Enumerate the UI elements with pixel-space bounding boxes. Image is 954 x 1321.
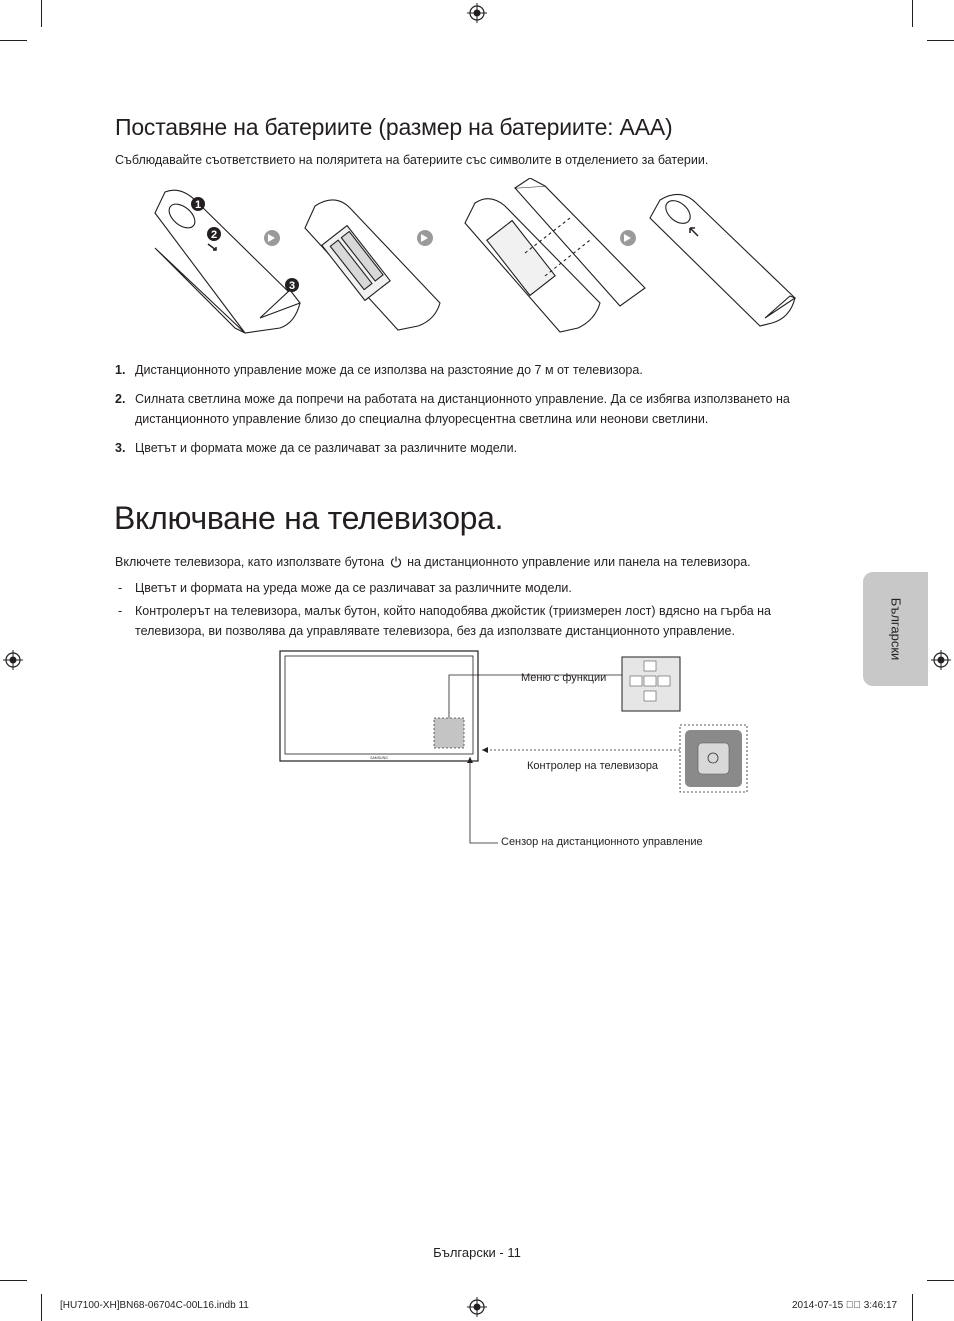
- list-item: 1. Дистанционното управление може да се използва на разстояние до 7 м от телевизора.: [115, 363, 643, 377]
- print-slug-right: 2014-07-15    3:46:17: [792, 1300, 898, 1311]
- list-item: 2. Силната светлина може да попречи на работата на дистанционното управление. Да се избягва използването на дистанционното управление близо до специална флуоресцентна светлина или неонови светлини.: [115, 392, 790, 426]
- power-section-title: Включване на телевизора.: [114, 500, 504, 536]
- tv-controller-diagram: [270, 645, 760, 865]
- function-menu-label: Меню с функции: [521, 672, 607, 684]
- crop-mark: [927, 40, 954, 41]
- battery-illustration: [150, 178, 810, 338]
- remote-sensor-label: Сензор на дистанционното управление: [501, 836, 703, 848]
- tv-controller-label: Контролер на телевизора: [527, 760, 659, 772]
- crop-mark: [912, 1294, 913, 1321]
- registration-mark-icon: [467, 1297, 487, 1317]
- list-item: - Контролерът на телевизора, малък бутон, който наподобява джойстик (триизмерен лост) вдясно на гърба на телевизора, ви позволява да управлявате телевизора, без да използвате дистанционното управление.: [118, 604, 771, 638]
- power-intro: Включете телевизора, като използвате бутона на дистанционното управление или панела на телевизора.: [115, 555, 751, 569]
- crop-mark: [912, 0, 913, 27]
- tv-brand-logo: SAMSUNG: [370, 756, 388, 760]
- battery-intro: Съблюдавайте съответствието на поляритета на батериите със символите в отделението за батерии.: [115, 153, 709, 167]
- page-number: Български - 11: [433, 1245, 521, 1260]
- language-tab: Български: [863, 572, 928, 686]
- registration-mark-icon: [467, 3, 487, 23]
- battery-notes-list: [115, 360, 825, 467]
- crop-mark: [41, 1294, 42, 1321]
- registration-mark-icon: [931, 650, 951, 670]
- crop-mark: [41, 0, 42, 27]
- battery-section-title: Поставяне на батериите (размер на батериите: AAA): [115, 114, 673, 140]
- registration-mark-icon: [3, 650, 23, 670]
- list-item: 3. Цветът и формата може да се различават за различните модели.: [115, 441, 518, 455]
- print-slug-left: [HU7100-XH]BN68-06704C-00L16.indb 11: [60, 1300, 249, 1311]
- crop-mark: [0, 40, 27, 41]
- power-icon: [390, 556, 402, 568]
- step-marker-1: 1: [194, 199, 202, 211]
- crop-mark: [0, 1280, 27, 1281]
- list-item: - Цветът и формата на уреда може да се различават за различните модели.: [118, 581, 572, 595]
- step-marker-3: 3: [288, 280, 296, 292]
- power-bullets: [115, 578, 825, 644]
- step-marker-2: 2: [210, 229, 218, 241]
- crop-mark: [927, 1280, 954, 1281]
